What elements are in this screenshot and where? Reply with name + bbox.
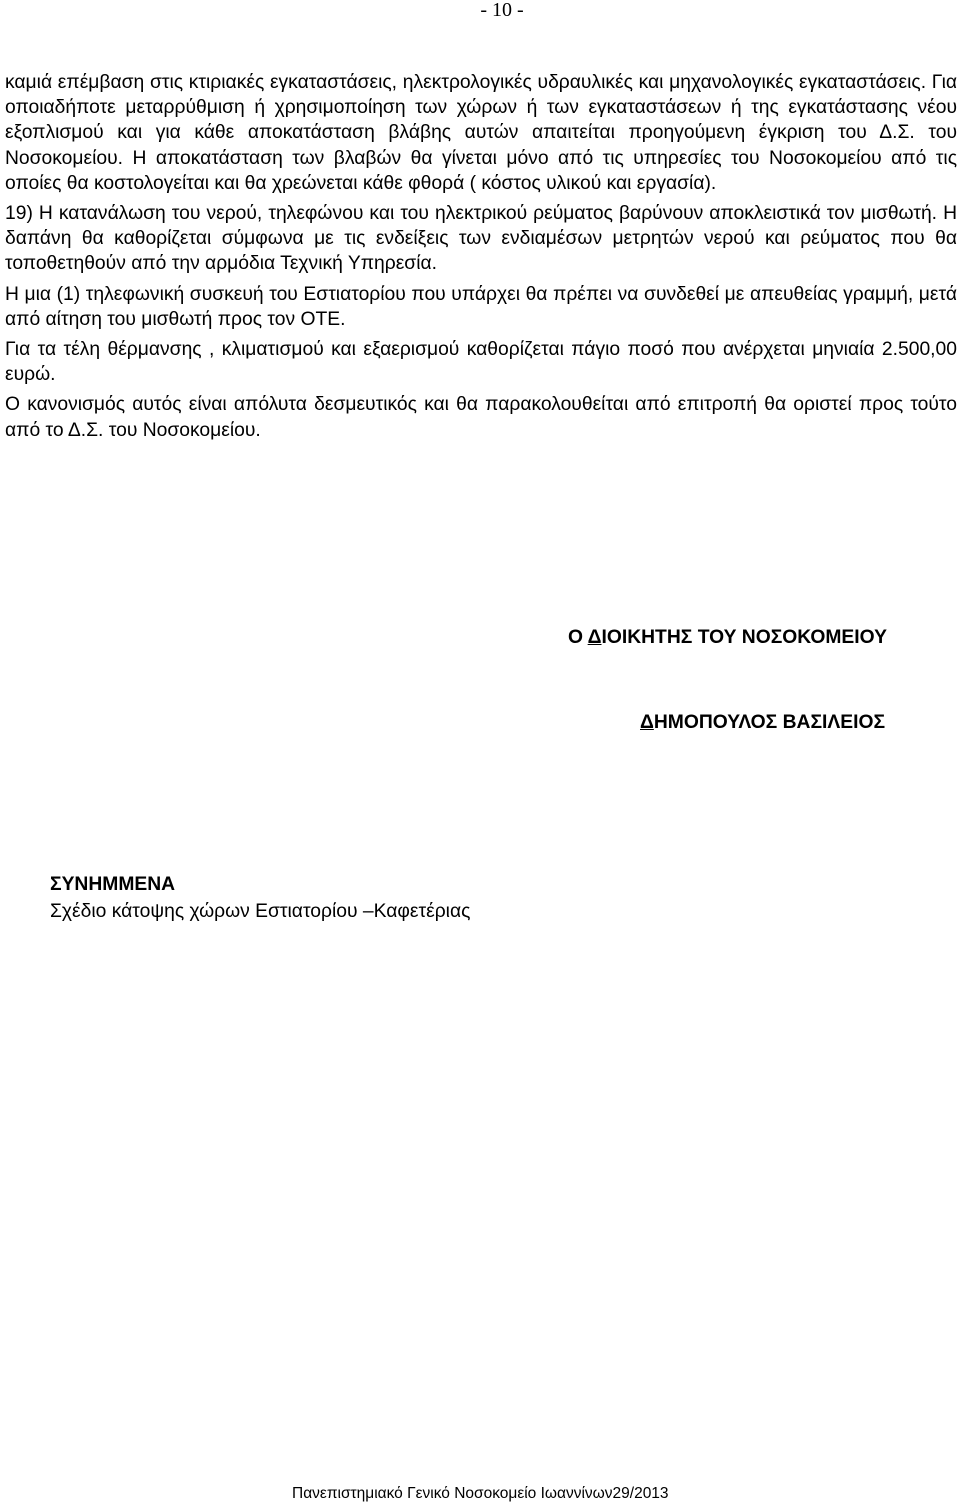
paragraph-telephone: Η μια (1) τηλεφωνική συσκευή του Εστιατορίου που υπάρχει θα πρέπει να συνδεθεί με απευθείας γραμμή, μετά από αίτηση του μισθωτή προς τον ΟΤΕ. <box>5 283 957 330</box>
signature-name-rest: ΗΜΟΠΟΥΛΟΣ ΒΑΣΙΛΕΙΟΣ <box>653 712 886 733</box>
signature-title-initial: Δ <box>587 627 602 648</box>
signature-title <box>568 625 887 651</box>
signature-name-initial: Δ <box>640 712 654 733</box>
paragraph-maintenance: καμιά επέμβαση στις κτιριακές εγκαταστάσεις, ηλεκτρολογικές υδραυλικές και μηχανολογικές εγκαταστάσεις. Για οποιαδήποτε μεταρρύθμιση ή χρησιμοποίηση των χώρων ή των εγκαταστάσεων ή της εγκατάστασης νέου εξοπλισμού και για κάθε αποκατάσταση βλάβης αυτών απαιτείται προηγούμενη έγκριση του Δ.Σ. του Νοσοκομείου. Η αποκατάσταση των βλαβών θα γίνεται μόνο από τις υπηρεσίες του Νοσοκομείου από τις οποίες θα κοστολογείται και θα χρεώνεται κάθε φθορά ( κόστος υλικού και εργασία). <box>5 72 957 194</box>
attachments-item: Σχέδιο κάτοψης χώρων Εστιατορίου –Καφετέριας <box>50 901 471 922</box>
paragraph-regulation: Ο κανονισμός αυτός είναι απόλυτα δεσμευτικός και θα παρακολουθείται από επιτροπή θα οριστεί προς τούτο από το Δ.Σ. του Νοσοκομείου. <box>5 394 957 441</box>
footer-text: Πανεπιστημιακό Γενικό Νοσοκομείο Ιωαννίνων29/2013 <box>292 1485 669 1502</box>
document-body <box>5 70 957 443</box>
page-number: - 10 - <box>480 0 524 21</box>
signature-title-rest: ΙΟΙΚΗΤΗΣ ΤΟΥ ΝΟΣΟΚΟΜΕΙΟΥ <box>601 627 887 648</box>
paragraph-utilities: 19) Η κατανάλωση του νερού, τηλεφώνου και του ηλεκτρικού ρεύματος βαρύνουν αποκλειστικά τον μισθωτή. Η δαπάνη θα καθορίζεται σύμφωνα με τις ενδείξεις των ενδιαμέσων μετρητών νερού και ρεύματος που θα τοποθετηθούν από την αρμόδια Τεχνική Υπηρεσία. <box>5 203 957 275</box>
signature-name <box>640 710 885 736</box>
paragraph-heating-fees: Για τα τέλη θέρμανσης , κλιματισμού και εξαερισμού καθορίζεται πάγιο ποσό που ανέρχεται μηνιαία 2.500,00 ευρώ. <box>5 339 957 386</box>
signature-title-prefix: Ο <box>568 627 588 648</box>
attachments-heading: ΣΥΝΗΜΜΕΝΑ <box>50 874 176 895</box>
